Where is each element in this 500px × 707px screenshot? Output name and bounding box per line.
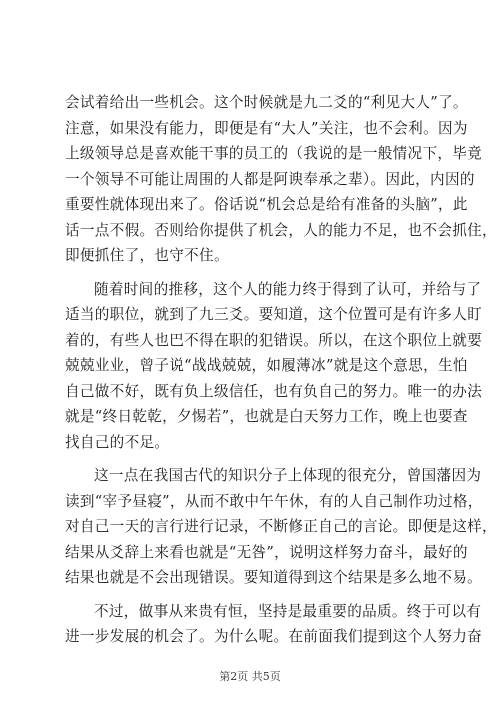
text-line: 结果从爻辞上来看也就是“无咎”，说明这样努力奋斗，最好的 [65,543,468,561]
text-line: 找自己的不足。 [65,433,170,451]
text-line: 随着时间的推移，这个人的能力终于得到了认可，并给与了 [94,280,482,298]
body-text [65,90,497,650]
text-line: 读到“宰予昼寝”，从而不敢中午午休，有的人自己制作功过格， [65,492,483,510]
text-line: 适当的职位，就到了九三爻。要知道，这个位置可是有许多人盯 [65,306,483,323]
paragraph [65,463,497,591]
text-line: 话一点不假。否则给你提供了机会，人的能力不足，也不会抓住， [65,221,497,239]
page-number-label: 第2页 共5页 [219,670,281,683]
text-line: 就是“终日乾乾，夕惕若”，也就是白天努力工作，晚上也要查 [65,408,468,425]
text-line: 兢兢业业，曾子说“战战兢兢，如履薄冰”就是这个意思，生怕 [65,357,468,374]
paragraph [65,277,483,456]
text-line: 结果也就是不会出现错误。要知道得到这个结果是多么地不易。 [65,569,483,586]
text-line: 即便抓住了，也守不住。 [65,247,229,264]
text-line: 对自己一天的言行进行记录，不断修正自己的言论。即便是这样， [65,518,497,535]
paragraph [65,599,483,650]
paragraph [65,90,497,269]
text-line: 不过，做事从来贵有恒，坚持是最重要的品质。终于可以有 [94,602,482,620]
text-line: 自己做不好，既有负上级信任，也有负自己的努力。唯一的办法 [65,382,483,400]
text-line: 着的，有些人也巴不得在职的犯错误。所以，在这个职位上就要 [65,331,483,349]
text-line: 这一点在我国古代的知识分子上体现的很充分，曾国藩因为 [94,467,482,484]
text-line: 会试着给出一些机会。这个时候就是九二爻的“利见大人”了。 [65,94,468,111]
text-line: 注意，如果没有能力，即便是有“大人”关注，也不会利。因为 [65,119,468,137]
text-line: 重要性就体现出来了。俗话说“机会总是给有准备的头脑”，此 [65,196,468,213]
text-line: 一个领导不可能让周围的人都是阿谀奉承之辈）。因此，内因的 [65,170,475,188]
text-line: 进一步发展的机会了。为什么呢。在前面我们提到这个人努力奋 [65,628,483,645]
page-footer [0,670,500,684]
text-line: 上级领导总是喜欢能干事的员工的（我说的是一般情况下，毕竟 [65,145,483,162]
